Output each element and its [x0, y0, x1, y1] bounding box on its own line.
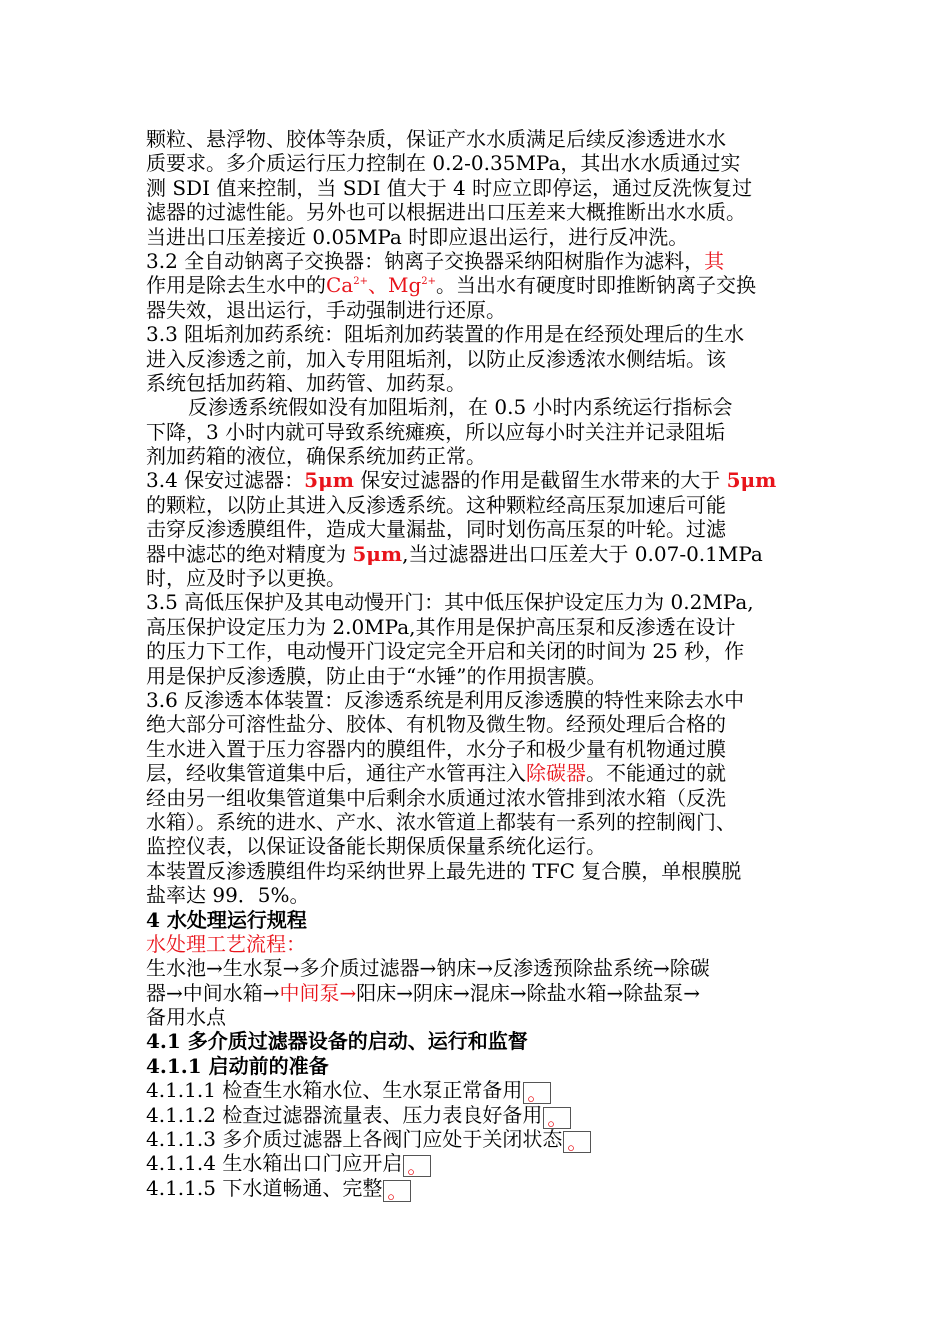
checklist-item	[146, 1102, 826, 1130]
highlight-text: 中间泵→	[279, 980, 357, 1005]
text-line: 经由另一组收集管道集中后剩余水质通过浓水管排到浓水箱（反洗	[146, 785, 726, 810]
subsection-heading: 4.1.1 启动前的准备	[146, 1053, 329, 1078]
text-line: 备用水点	[146, 1005, 226, 1030]
body-text: 阳床→阴床→混床→除盐水箱→除盐泵→	[356, 980, 701, 1005]
text-line: 生水进入置于压力容器内的膜组件，水分子和极少量有机物通过膜	[146, 736, 726, 761]
body-text: 保安过滤器的作用是截留生水带来的大于	[353, 468, 727, 493]
text-line: 的颗粒，以防止其进入反渗透系统。这种颗粒经高压泵加速后可能	[146, 492, 726, 517]
text-line	[146, 981, 826, 1005]
section-3-2	[146, 249, 826, 322]
section-3-6	[146, 688, 826, 908]
revision-mark: 。	[563, 1131, 591, 1153]
text-line: 颗粒、悬浮物、胶体等杂质，保证产水水质满足后续反渗透进水水	[146, 127, 726, 151]
text-line: 时，应及时予以更换。	[146, 566, 346, 591]
text-line: 3.3 阻垢剂加药系统：阻垢剂加药装置的作用是在经预处理后的生水	[146, 322, 745, 347]
body-text: 作用是除去生水中的	[146, 273, 326, 298]
body-text: ,当过滤器进出口压差大于 0.07-0.1MPa	[402, 541, 763, 566]
revision-mark: 。	[403, 1155, 431, 1177]
text-line	[146, 761, 826, 785]
checklist-item	[146, 1078, 826, 1106]
checklist-item	[146, 1127, 826, 1155]
text-line: 下降，3 小时内就可导致系统瘫痪，所以应每小时关注并记录阻垢	[146, 419, 726, 444]
body-text: 层，经收集管道集中后，通往产水管再注入	[146, 761, 526, 786]
body-text: 。不能通过的就	[586, 761, 726, 786]
checklist-text: 4.1.1.4 生水箱出口门应开启	[146, 1151, 403, 1176]
body-text: 3.4 保安过滤器：	[146, 468, 305, 493]
text-line: 生水池→生水泵→多介质过滤器→钠床→反渗透预除盐系统→除碳	[146, 956, 710, 981]
highlight-text: 其	[704, 248, 725, 273]
text-line	[146, 273, 826, 297]
text-line: 滤器的过滤性能。另外也可以根据进出口压差来大概推断出水水质。	[146, 200, 746, 225]
separator: 、	[367, 273, 388, 298]
section-heading: 4.1 多介质过滤器设备的启动、运行和监督	[146, 1029, 528, 1054]
section-3-5	[146, 590, 826, 688]
text-line: 用是保护反渗透膜，防止由于“水锤”的作用损害膜。	[146, 663, 607, 688]
text-line: 系统包括加药箱、加药管、加药泵。	[146, 370, 466, 395]
micron-value: 5μm	[304, 468, 354, 493]
checklist-text: 4.1.1.2 检查过滤器流量表、压力表良好备用	[146, 1102, 543, 1127]
section-3-4	[146, 468, 826, 590]
text-line: 当进出口压差接近 0.05MPa 时即应退出运行，进行反冲洗。	[146, 224, 689, 249]
section-3-2-text: 3.2 全自动钠离子交换器：钠离子交换器采纳阳树脂作为滤料，	[146, 248, 705, 273]
magnesium-ion: $Mg^{2+}$	[387, 273, 437, 298]
text-line: 3.5 高低压保护及其电动慢开门：其中低压保护设定压力为 0.2MPa,	[146, 590, 754, 615]
text-line: 击穿反渗透膜组件，造成大量漏盐，同时划伤高压泵的叶轮。过滤	[146, 517, 726, 542]
text-line: 反渗透系统假如没有加阻垢剂，在 0.5 小时内系统运行指标会	[188, 395, 733, 420]
text-line	[146, 468, 826, 492]
text-line: 进入反渗透之前，加入专用阻垢剂，以防止反渗透浓水侧结垢。该	[146, 346, 726, 371]
text-line: 剂加药箱的液位，确保系统加药正常。	[146, 444, 486, 469]
text-line: 3.6 反渗透本体装置：反渗透系统是利用反渗透膜的特性来除去水中	[146, 687, 745, 712]
text-line: 绝大部分可溶性盐分、胶体、有机物及微生物。经预处理后合格的	[146, 712, 726, 737]
checklist-text: 4.1.1.5 下水道畅通、完整	[146, 1175, 383, 1200]
text-line: 测 SDI 值来控制，当 SDI 值大于 4 时应立即停运，通过反洗恢复过	[146, 175, 753, 200]
text-line: 质要求。多介质运行压力控制在 0.2-0.35MPa，其出水水质通过实	[146, 151, 741, 176]
text-line: 的压力下工作，电动慢开门设定完全开启和关闭的时间为 25 秒，作	[146, 639, 745, 664]
highlight-text: 除碳器	[526, 761, 586, 786]
section-heading: 4 水处理运行规程	[146, 907, 307, 932]
document-body	[146, 127, 826, 1203]
revision-mark: 。	[383, 1180, 411, 1202]
text-line: 本装置反渗透膜组件均采纳世界上最先进的 TFC 复合膜，单根膜脱	[146, 858, 742, 883]
body-text: 。当出水有硬度时即推断钠离子交换	[436, 273, 757, 298]
micron-value: 5μm	[352, 541, 403, 566]
text-line: 盐率达 99．5%。	[146, 883, 310, 908]
body-text: 器→中间水箱→	[146, 980, 280, 1005]
checklist-item	[146, 1175, 826, 1203]
paragraph-filter-intro	[146, 127, 826, 249]
checklist-item	[146, 1151, 826, 1179]
revision-mark: 。	[523, 1082, 551, 1104]
calcium-ion: $Ca^{2+}$	[326, 273, 368, 298]
checklist-text: 4.1.1.3 多介质过滤器上各阀门应处于关闭状态	[146, 1127, 563, 1152]
section-4-1	[146, 1029, 826, 1203]
checklist-text: 4.1.1.1 检查生水箱水位、生水泵正常备用	[146, 1078, 523, 1103]
text-line: 监控仪表，以保证设备能长期保质保量系统化运行。	[146, 834, 606, 859]
text-line: 器失效，退出运行，手动强制进行还原。	[146, 297, 506, 322]
text-line	[146, 249, 826, 273]
text-line: 水箱）。系统的进水、产水、浓水管道上都装有一系列的控制阀门、	[146, 809, 736, 834]
section-3-3	[146, 322, 826, 468]
body-text: 器中滤芯的绝对精度为	[146, 541, 353, 566]
flow-title: 水处理工艺流程：	[146, 931, 306, 956]
revision-mark: 。	[543, 1107, 571, 1129]
section-4	[146, 908, 826, 1030]
text-line: 高压保护设定压力为 2.0MPa,其作用是保护高压泵和反渗透在设计	[146, 614, 736, 639]
micron-value: 5μm	[726, 468, 777, 493]
text-line	[146, 542, 826, 566]
